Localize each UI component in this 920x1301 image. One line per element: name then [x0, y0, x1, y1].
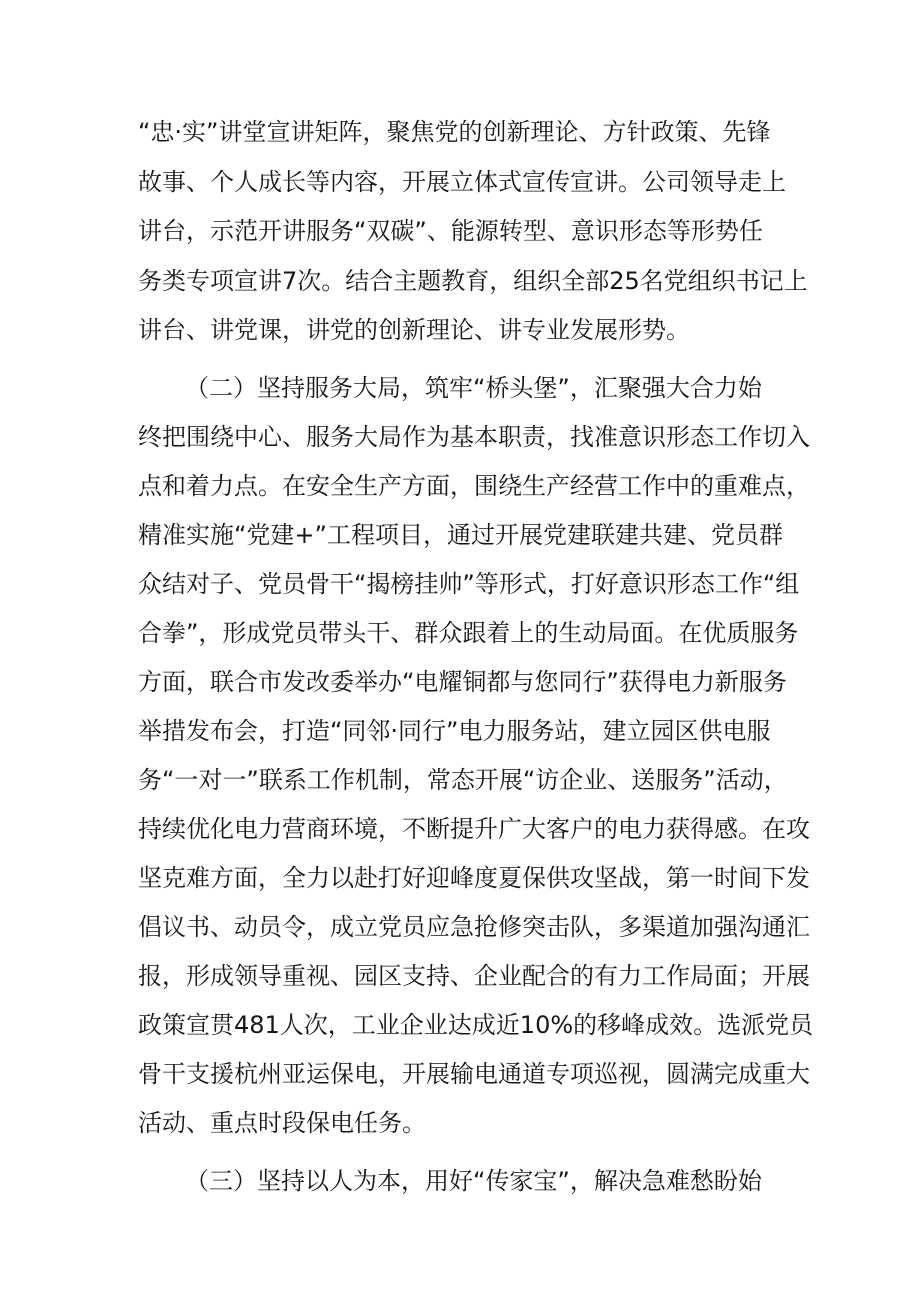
body-text-line: 倡议书、动员令，成立党员应急抢修突击队，多渠道加强沟通汇	[138, 913, 810, 941]
body-text-line: 点和着力点。在安全生产方面，围绕生产经营工作中的重难点，	[138, 472, 810, 500]
body-text-line: 讲台，示范开讲服务“双碳”、能源转型、意识形态等形势任	[138, 217, 763, 245]
body-text-line: 政策宣贯481人次，工业企业达成近10%的移峰成效。选派党员	[138, 1011, 814, 1039]
section-heading-line: （三）坚持以人为本，用好“传家宝”，解决急难愁盼始	[185, 1167, 762, 1195]
body-text-line: 终把围绕中心、服务大局作为基本职责，找准意识形态工作切入	[138, 423, 810, 451]
body-text-line: 报，形成领导重视、园区支持、企业配合的有力工作局面；开展	[138, 962, 810, 990]
body-text-line: 活动、重点时段保电任务。	[138, 1109, 426, 1137]
body-text-line: 骨干支援杭州亚运保电，开展输电通道专项巡视，圆满完成重大	[138, 1060, 810, 1088]
body-text-line: 众结对子、党员骨干“揭榜挂帅”等形式，打好意识形态工作“组	[138, 570, 800, 598]
body-text-line: “忠·实”讲堂宣讲矩阵，聚焦党的创新理论、方针政策、先锋	[138, 118, 771, 146]
body-text-line: 精准实施“党建+”工程项目，通过开展党建联建共建、党员群	[138, 521, 783, 549]
body-text-line: 务“一对一”联系工作机制，常态开展“访企业、送服务”活动，	[138, 766, 788, 794]
body-text-line: 持续优化电力营商环境，不断提升广大客户的电力获得感。在攻	[138, 815, 810, 843]
body-text-line: 讲台、讲党课，讲党的创新理论、讲专业发展形势。	[138, 316, 690, 344]
body-text-line: 举措发布会，打造“同邻·同行”电力服务站，建立园区供电服	[138, 717, 771, 745]
body-text-line: 合拳”，形成党员带头干、群众跟着上的生动局面。在优质服务	[138, 619, 799, 647]
body-text-line: 务类专项宣讲7次。结合主题教育，组织全部25名党组织书记上	[138, 267, 808, 295]
body-text-line: 坚克难方面，全力以赴打好迎峰度夏保供攻坚战，第一时间下发	[138, 864, 810, 892]
body-text-line: 方面，联合市发改委举办“电耀铜都与您同行”获得电力新服务	[138, 668, 787, 696]
body-text-line: 故事、个人成长等内容，开展立体式宣传宣讲。公司领导走上	[138, 168, 786, 196]
section-heading-line: （二）坚持服务大局，筑牢“桥头堡”，汇聚强大合力始	[185, 374, 762, 402]
